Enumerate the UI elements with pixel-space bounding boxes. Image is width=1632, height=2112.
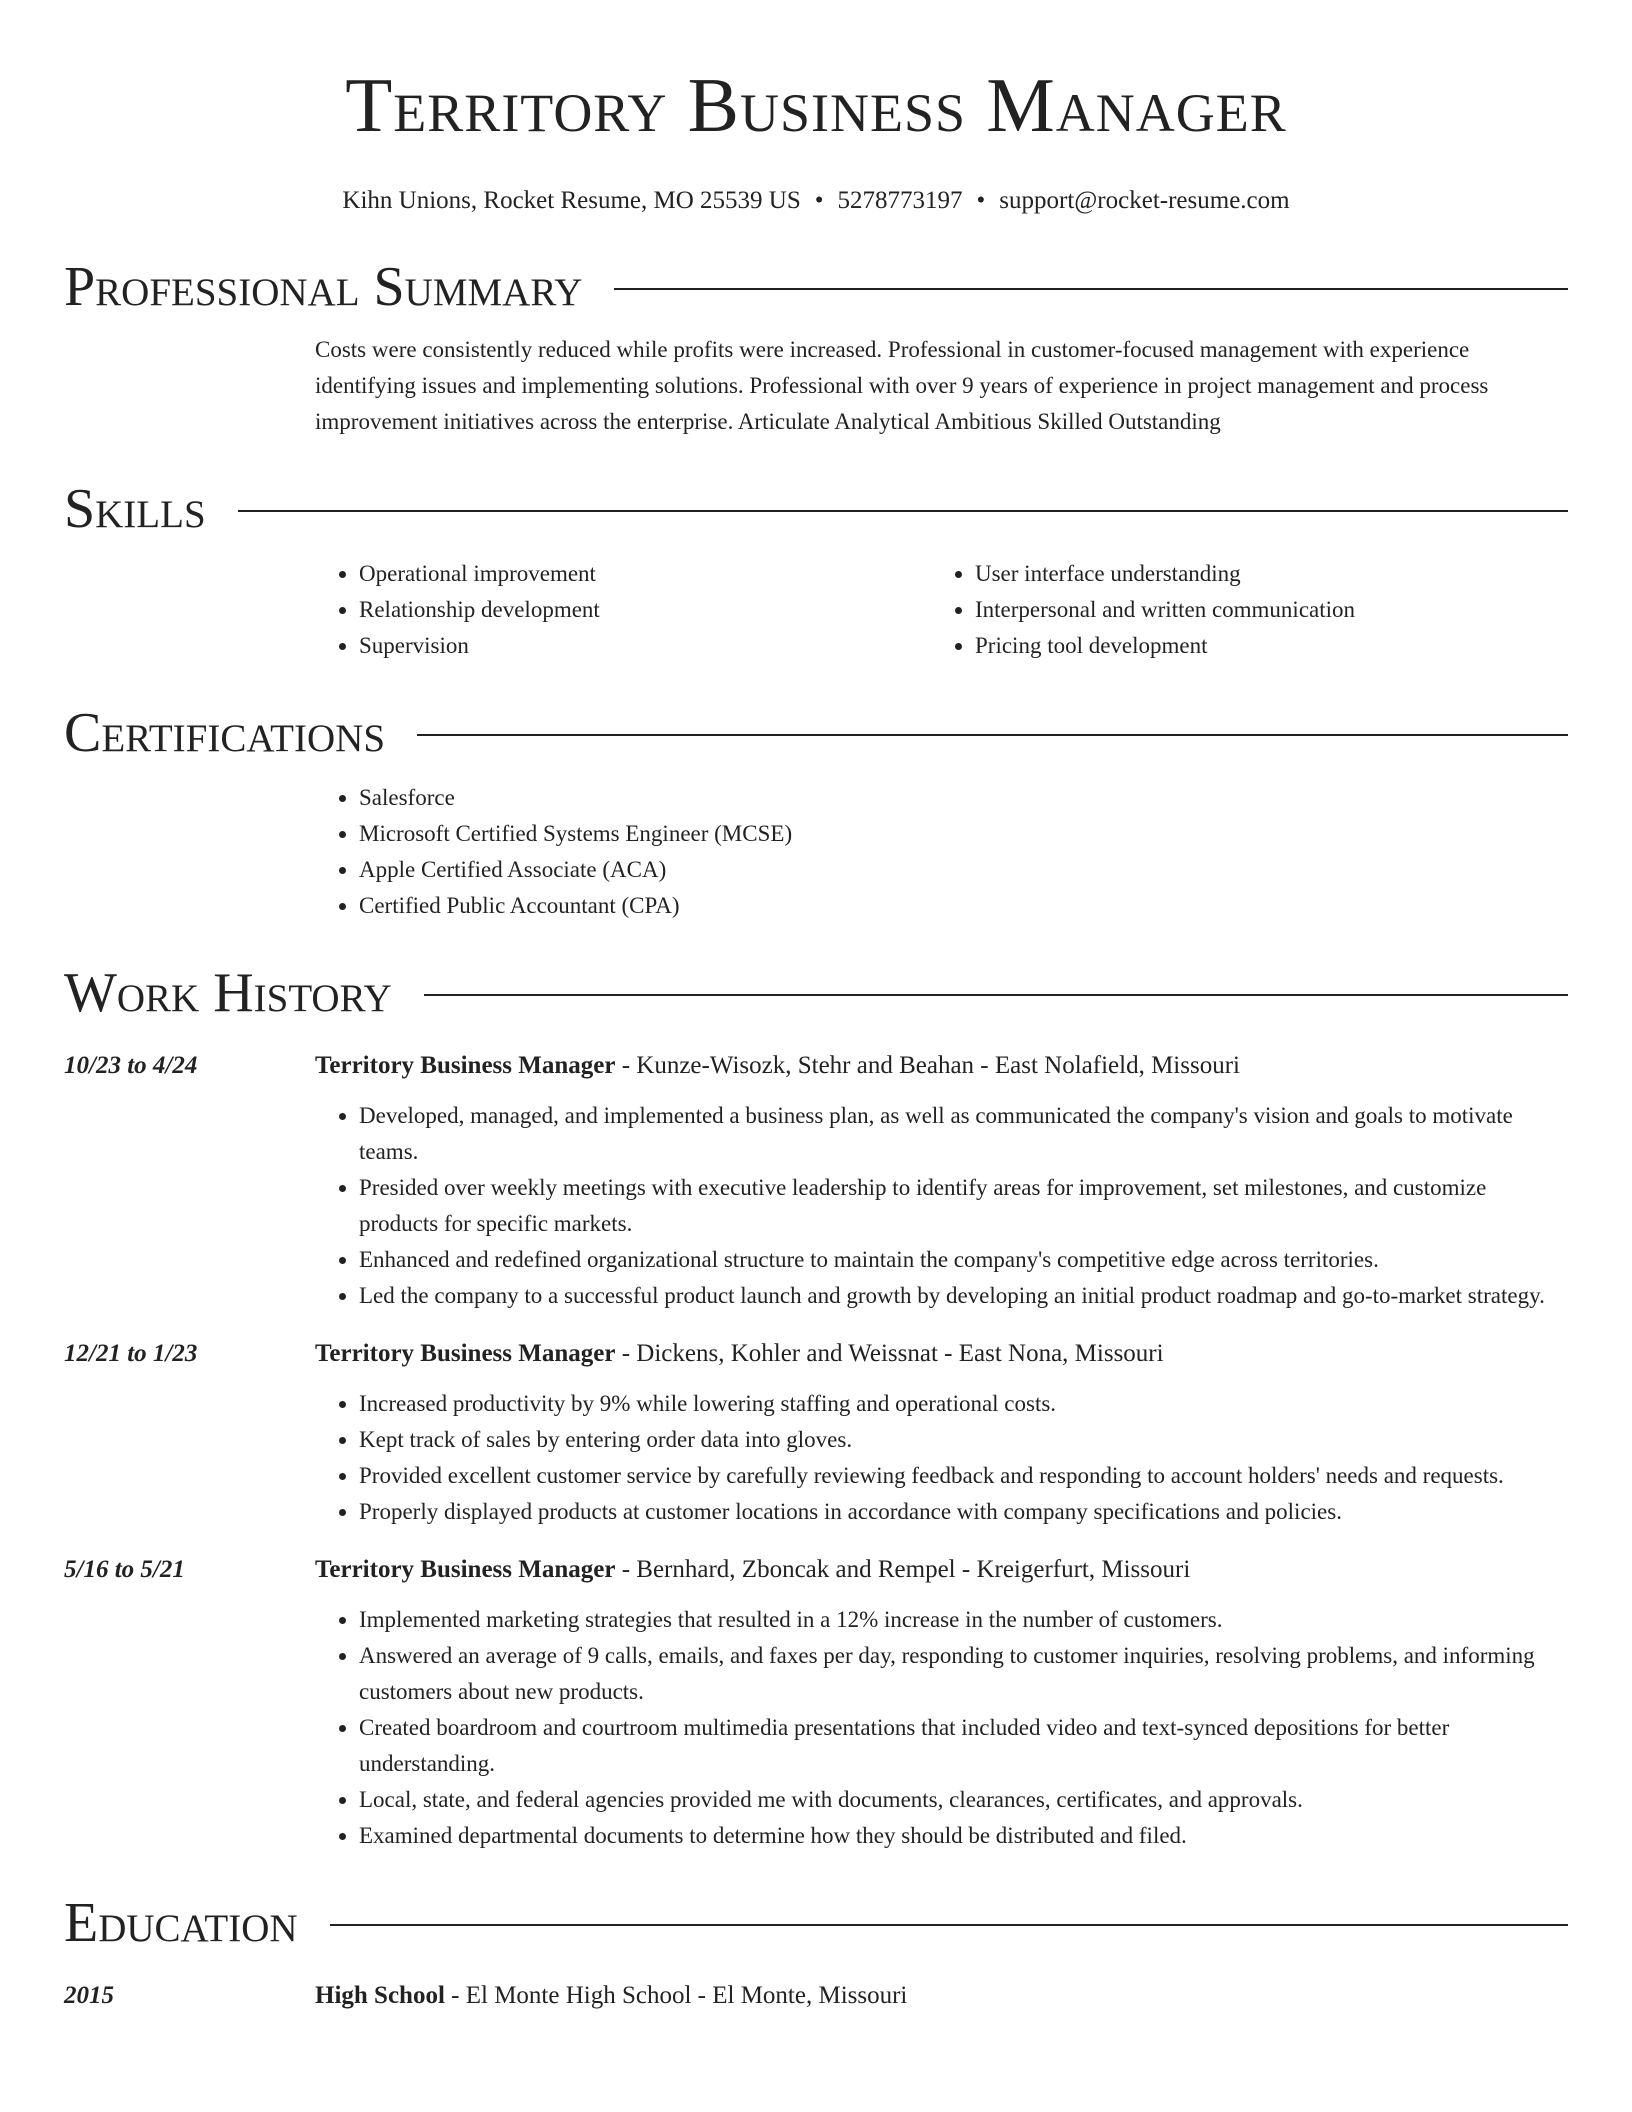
job-bullets <box>315 1386 1568 1530</box>
job-heading <box>315 1048 1240 1084</box>
section-title-work-history: Work History <box>64 962 392 1024</box>
skill-item: • Relationship development <box>359 592 931 628</box>
job-heading <box>315 1552 1190 1588</box>
skill-item: • User interface understanding <box>975 556 1568 592</box>
summary-text: Costs were consistently reduced while profits were increased. Professional in customer-focused management with experience identifying issues and implementing solutions. Professional with over 9 years of experience in project management and process improvement initiatives across the enterprise. Articulate Analytical Ambitious Skilled Outstanding <box>315 337 1489 434</box>
job-bullet: • Developed, managed, and implemented a business plan, as well as communicated the company's vision and goals to motivate teams. <box>359 1098 1568 1170</box>
job-bullet: • Properly displayed products at customer locations in accordance with company specifications and policies. <box>359 1494 1568 1530</box>
certifications-block <box>315 780 1568 924</box>
job-bullet: • Increased productivity by 9% while lowering staffing and operational costs. <box>359 1386 1568 1422</box>
education-section-header <box>64 1890 1568 1956</box>
job-bullets <box>315 1602 1568 1854</box>
job-header <box>64 1336 1568 1372</box>
job-bullet: • Presided over weekly meetings with executive leadership to identify areas for improvement, set milestones, and customize products for specific markets. <box>359 1170 1568 1242</box>
education-heading <box>315 1978 907 2014</box>
section-divider <box>614 288 1568 290</box>
job-bullet: • Local, state, and federal agencies provided me with documents, clearances, certificates, and approvals. <box>359 1782 1568 1818</box>
job-dates: 12/21 to 1/23 <box>64 1340 198 1367</box>
section-divider <box>417 734 1568 736</box>
skill-item: • Pricing tool development <box>975 628 1568 664</box>
contact-phone[interactable]: 5278773197 <box>837 187 963 214</box>
job-bullet: • Answered an average of 9 calls, emails, and faxes per day, responding to customer inquiries, resolving problems, and informing customers about new products. <box>359 1638 1568 1710</box>
job-employer: - Kunze-Wisozk, Stehr and Beahan - East Nolafield, Missouri <box>615 1052 1240 1079</box>
education-degree: High School <box>315 1982 445 2009</box>
education-year: 2015 <box>64 1982 114 2009</box>
contact-address: Kihn Unions, Rocket Resume, MO 25539 US <box>342 187 801 214</box>
skills-list-right <box>931 556 1568 664</box>
job-entry <box>64 1336 1568 1530</box>
job-bullet-list <box>315 1098 1568 1314</box>
section-title-skills: Skills <box>64 478 206 540</box>
job-bullet-list <box>315 1602 1568 1854</box>
skill-item: • Operational improvement <box>359 556 931 592</box>
certifications-section-header <box>64 700 1568 766</box>
certifications-list <box>315 780 1568 924</box>
certification-item: • Microsoft Certified Systems Engineer (MCSE) <box>359 816 1568 852</box>
work-section-header <box>64 960 1568 1026</box>
section-divider <box>424 994 1568 996</box>
skill-item: • Supervision <box>359 628 931 664</box>
job-entry <box>64 1048 1568 1314</box>
job-employer: - Bernhard, Zboncak and Rempel - Kreigerfurt, Missouri <box>615 1556 1191 1583</box>
education-entry <box>64 1978 1568 2014</box>
job-heading <box>315 1336 1164 1372</box>
contact-separator: • <box>814 187 824 214</box>
job-bullet-list <box>315 1386 1568 1530</box>
job-bullet: • Enhanced and redefined organizational structure to maintain the company's competitive edge across territories. <box>359 1242 1568 1278</box>
job-title: Territory Business Manager <box>315 1556 616 1583</box>
job-bullet: • Led the company to a successful product launch and growth by developing an initial product roadmap and go-to-market strategy. <box>359 1278 1568 1314</box>
job-bullet: • Provided excellent customer service by carefully reviewing feedback and responding to account holders' needs and requests. <box>359 1458 1568 1494</box>
job-employer: - Dickens, Kohler and Weissnat - East Nona, Missouri <box>615 1340 1164 1367</box>
candidate-name: Territory Business Manager <box>345 62 1287 148</box>
summary-section-header <box>64 254 1568 320</box>
section-divider <box>330 1924 1568 1926</box>
job-bullets <box>315 1098 1568 1314</box>
job-title: Territory Business Manager <box>315 1052 616 1079</box>
skills-section-header <box>64 476 1568 542</box>
job-bullet: • Created boardroom and courtroom multimedia presentations that included video and text-synced depositions for better understanding. <box>359 1710 1568 1782</box>
certification-item: • Salesforce <box>359 780 1568 816</box>
certification-item: • Apple Certified Associate (ACA) <box>359 852 1568 888</box>
section-title-summary: Professional Summary <box>64 256 583 318</box>
job-entry <box>64 1552 1568 1854</box>
contact-separator: • <box>976 187 986 214</box>
section-title-education: Education <box>64 1892 298 1954</box>
job-bullet: • Examined departmental documents to determine how they should be distributed and filed. <box>359 1818 1568 1854</box>
section-title-certifications: Certifications <box>64 702 386 764</box>
certification-item: • Certified Public Accountant (CPA) <box>359 888 1568 924</box>
skill-item: • Interpersonal and written communication <box>975 592 1568 628</box>
job-bullet: • Implemented marketing strategies that resulted in a 12% increase in the number of customers. <box>359 1602 1568 1638</box>
section-divider <box>238 510 1568 512</box>
job-dates: 5/16 to 5/21 <box>64 1556 185 1583</box>
job-header <box>64 1552 1568 1588</box>
job-bullet: • Kept track of sales by entering order data into gloves. <box>359 1422 1568 1458</box>
contact-email[interactable]: support@rocket-resume.com <box>999 187 1290 214</box>
job-header <box>64 1048 1568 1084</box>
job-title: Territory Business Manager <box>315 1340 616 1367</box>
skills-list-left <box>315 556 931 664</box>
skills-grid <box>315 556 1568 664</box>
job-dates: 10/23 to 4/24 <box>64 1052 198 1079</box>
education-school: - El Monte High School - El Monte, Missouri <box>444 1982 908 2009</box>
contact-line <box>64 184 1568 218</box>
